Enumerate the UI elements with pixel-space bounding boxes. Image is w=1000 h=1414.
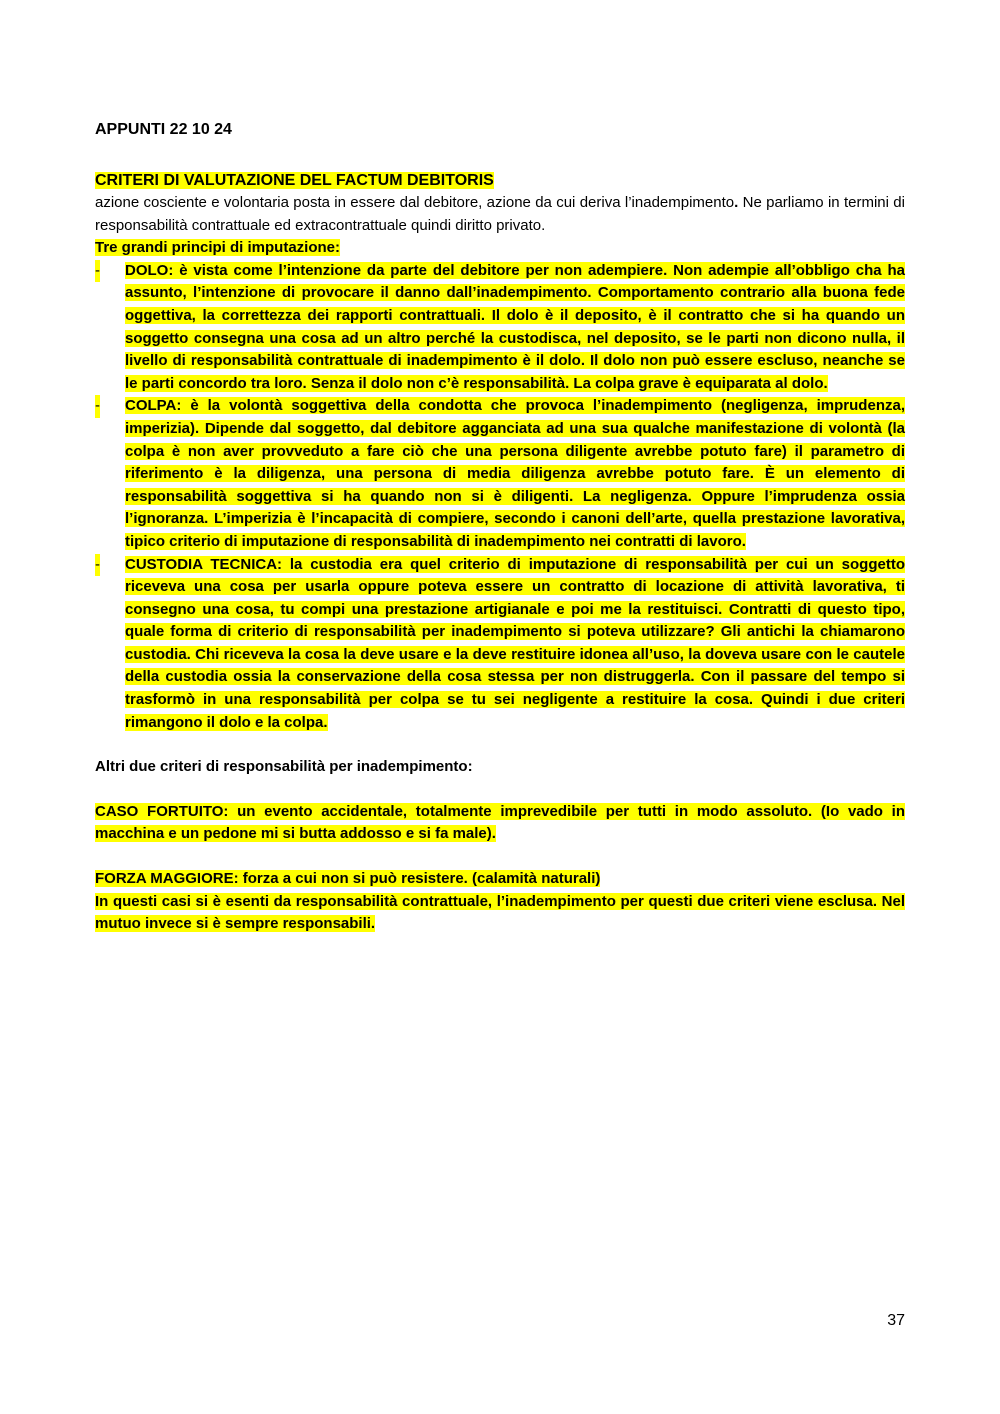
- principle-dolo-text: DOLO: è vista come l’intenzione da parte del debitore per non adempiere. Non adempie all’obbligo cha ha assunto, l’intenzione di provocare il danno dall’inadempimento. Comportamento contrario alla buona fede oggettiva, la correttezza dei rapporti contrattuali. Il dolo è il deposito, è il contratto che si ha quando un soggetto consegna una cosa ad un altro perché la custodisca, nel deposito, se le parti non dicono nulla, il livello di responsabilità contrattuale di inadempimento è il dolo. Il dolo non può essere escluso, neanche se le parti concordo tra loro. Senza il dolo non c’è responsabilità. La colpa grave è equiparata al dolo.: [125, 261, 905, 392]
- caso-fortuito-text: CASO FORTUITO: un evento accidentale, totalmente imprevedibile per tutti in modo assoluto. (Io vado in macchina e un pedone mi si butta addosso e si fa male).: [95, 802, 905, 843]
- forza-maggiore-paragraph: [95, 868, 905, 891]
- principle-colpa: [95, 395, 905, 553]
- spacer: [95, 734, 905, 756]
- principles-heading-text: Tre grandi principi di imputazione:: [95, 239, 341, 257]
- page-title: APPUNTI 22 10 24: [95, 121, 232, 138]
- list-dash: -: [95, 395, 100, 418]
- principle-dolo: [95, 260, 905, 396]
- conclusion-text: In questi casi si è esenti da responsabilità contrattuale, l’inadempimento per questi due criteri viene esclusa. Nel mutuo invece si è sempre responsabili.: [95, 892, 905, 933]
- list-dash: -: [95, 554, 100, 577]
- principle-custodia-tecnica: [95, 554, 905, 735]
- section-heading-text: CRITERI DI VALUTAZIONE DEL FACTUM DEBITORIS: [95, 172, 494, 189]
- principles-heading: [95, 237, 905, 260]
- document-page: [95, 118, 905, 936]
- forza-maggiore-text: FORZA MAGGIORE: forza a cui non si può resistere. (calamità naturali): [95, 870, 601, 888]
- conclusion-paragraph: [95, 891, 905, 936]
- spacer: [95, 779, 905, 801]
- caso-fortuito-paragraph: [95, 801, 905, 846]
- section-heading: [95, 170, 905, 192]
- intro-text-part1: azione cosciente e volontaria posta in essere dal debitore, azione da cui deriva l’inadempimento: [95, 194, 735, 211]
- principle-custodia-text: CUSTODIA TECNICA: la custodia era quel criterio di imputazione di responsabilità per cui un soggetto riceveva una cosa per usarla oppure poteva essere un contratto di locazione di attività lavorativa, ti consegno una cosa, tu compi una prestazione artigianale e poi me la restituisci. Contratti di questo tipo, quale forma di criterio di responsabilità per inadempimento si poteva utilizzare? Gli antichi la chiamarono custodia. Chi riceveva la cosa la deve usare e la deve restituire idonea all’uso, la doveva usare con le cautele della custodia ossia la conservazione della cosa stessa per non distruggerla. Con il passare del tempo si trasformò in una responsabilità per colpa se tu sei negligente a restituire la cosa. Quindi i due criteri rimangono il dolo e la colpa.: [125, 555, 905, 731]
- page-number: 37: [887, 1312, 905, 1329]
- intro-text-part2: Ne parliamo in termini di responsabilità contrattuale ed extracontrattuale quindi diritto privato.: [95, 194, 905, 234]
- principle-colpa-text: COLPA: è la volontà soggettiva della condotta che provoca l’inadempimento (negligenza, imprudenza, imperizia). Dipende dal soggetto, dal debitore agganciata ad una sua qualche manifestazione di volontà (la colpa è non aver provveduto a fare ciò che una persona diligente avrebbe potuto fare) il parametro di riferimento è la diligenza, una persona di media diligenza avrebbe potuto fare. È un elemento di responsabilità soggettiva si ha quando non si è diligenti. La negligenza. Oppure l’imprudenza ossia l’ignoranza. L’imperizia è l’incapacità di compiere, secondo i canoni dell’arte, quella prestazione lavorativa, tipico criterio di imputazione di responsabilità di inadempimento nei contratti di lavoro.: [125, 397, 905, 550]
- other-criteria-heading: Altri due criteri di responsabilità per inadempimento:: [95, 758, 473, 776]
- intro-paragraph: [95, 192, 905, 237]
- principles-list: [95, 260, 905, 734]
- list-dash: -: [95, 260, 100, 283]
- spacer: [95, 846, 905, 868]
- intro-text-dot: .: [734, 194, 739, 211]
